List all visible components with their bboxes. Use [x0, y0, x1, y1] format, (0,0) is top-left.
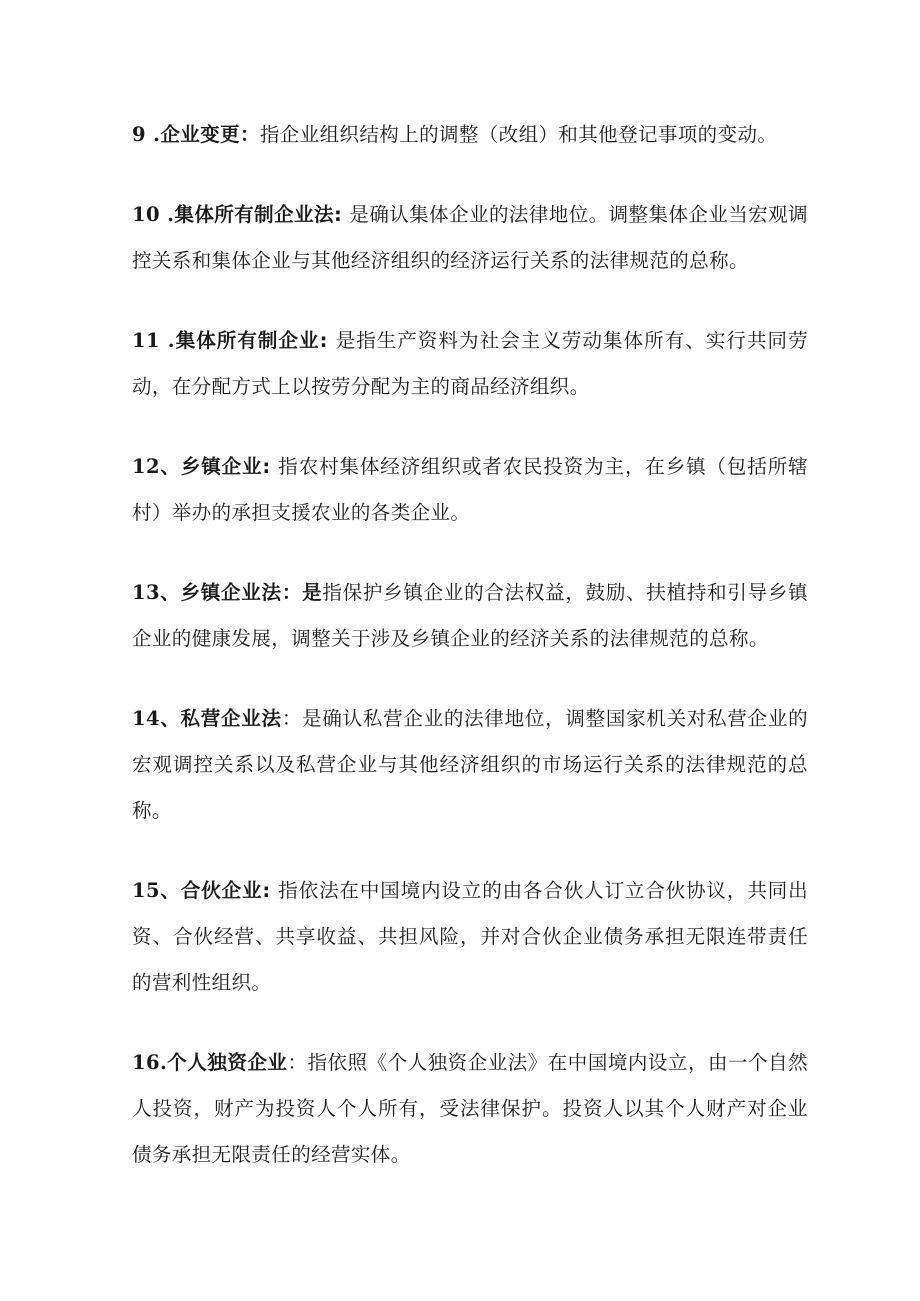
entry-punct: 、 [159, 455, 181, 478]
definition-entry-14 [132, 696, 808, 834]
definition-entry-15 [132, 868, 808, 1006]
entry-separator: : [333, 203, 350, 226]
entry-number: 9 [132, 123, 146, 146]
entry-separator: : [262, 879, 279, 902]
entry-number: 16 [132, 1051, 160, 1074]
entry-number: 11 [132, 329, 160, 352]
entry-number: 10 [132, 203, 160, 226]
definition-entry-10 [132, 192, 808, 284]
entry-number: 12 [132, 455, 160, 478]
entry-separator: ： [281, 707, 303, 730]
entry-term: 乡镇企业 [180, 455, 263, 478]
entry-punct: 、 [159, 879, 181, 902]
entry-number: 14 [132, 707, 160, 730]
entry-definition: 是确认集体企业的法律地位。调整集体企业当宏观调控关系和集体企业与其他经济组织的经济运行关系的法律规范的总称。 [132, 203, 808, 272]
entry-definition: 是指生产资料为社会主义劳动集体所有、实行共同劳动，在分配方式上以按劳分配为主的商品经济组织。 [132, 329, 808, 398]
entry-punct: 、 [159, 581, 181, 604]
definition-entry-16 [132, 1040, 808, 1178]
entry-punct: 、 [159, 707, 181, 730]
entry-punct: . [145, 123, 161, 146]
entry-term: 个人独资企业 [167, 1051, 288, 1074]
entry-separator: ： [287, 1051, 308, 1074]
entry-separator: ：是 [281, 581, 323, 604]
definition-entry-9 [132, 112, 808, 158]
entry-term: 集体所有制企业法 [174, 203, 334, 226]
definition-list [132, 112, 808, 1212]
entry-definition: 指企业组织结构上的调整（改组）和其他登记事项的变动。 [259, 123, 778, 146]
entry-number: 15 [132, 879, 160, 902]
definition-entry-12 [132, 444, 808, 536]
entry-definition: 指保护乡镇企业的合法权益，鼓励、扶植持和引导乡镇企业的健康发展，调整关于涉及乡镇企业的经济关系的法律规范的总称。 [132, 581, 808, 650]
entry-separator: : [262, 455, 279, 478]
entry-separator: ： [239, 123, 260, 146]
definition-entry-13 [132, 570, 808, 662]
entry-definition: 指依法在中国境内设立的由各合伙人订立合伙协议，共同出资、合伙经营、共享收益、共担风险，并对合伙企业债务承担无限连带责任的营利性组织。 [132, 879, 809, 994]
entry-definition: 指农村集体经济组织或者农民投资为主，在乡镇（包括所辖村）举办的承担支援农业的各类企业。 [132, 455, 809, 524]
entry-number: 13 [132, 581, 160, 604]
entry-term: 企业变更 [160, 123, 240, 146]
entry-term: 乡镇企业法 [180, 581, 282, 604]
entry-separator: : [319, 329, 336, 352]
definition-entry-11 [132, 318, 808, 410]
entry-definition: 是确认私营企业的法律地位，调整国家机关对私营企业的宏观调控关系以及私营企业与其他经济组织的市场运行关系的法律规范的总称。 [132, 707, 808, 822]
entry-term: 集体所有制企业 [174, 329, 320, 352]
entry-punct: . [159, 329, 175, 352]
entry-punct: . [159, 203, 175, 226]
entry-term: 私营企业法 [180, 707, 282, 730]
entry-punct: . [159, 1051, 168, 1074]
entry-term: 合伙企业 [180, 879, 263, 902]
entry-definition: 指依照《个人独资企业法》在中国境内设立，由一个自然人投资，财产为投资人个人所有，受法律保护。投资人以其个人财产对企业债务承担无限责任的经营实体。 [132, 1051, 808, 1166]
